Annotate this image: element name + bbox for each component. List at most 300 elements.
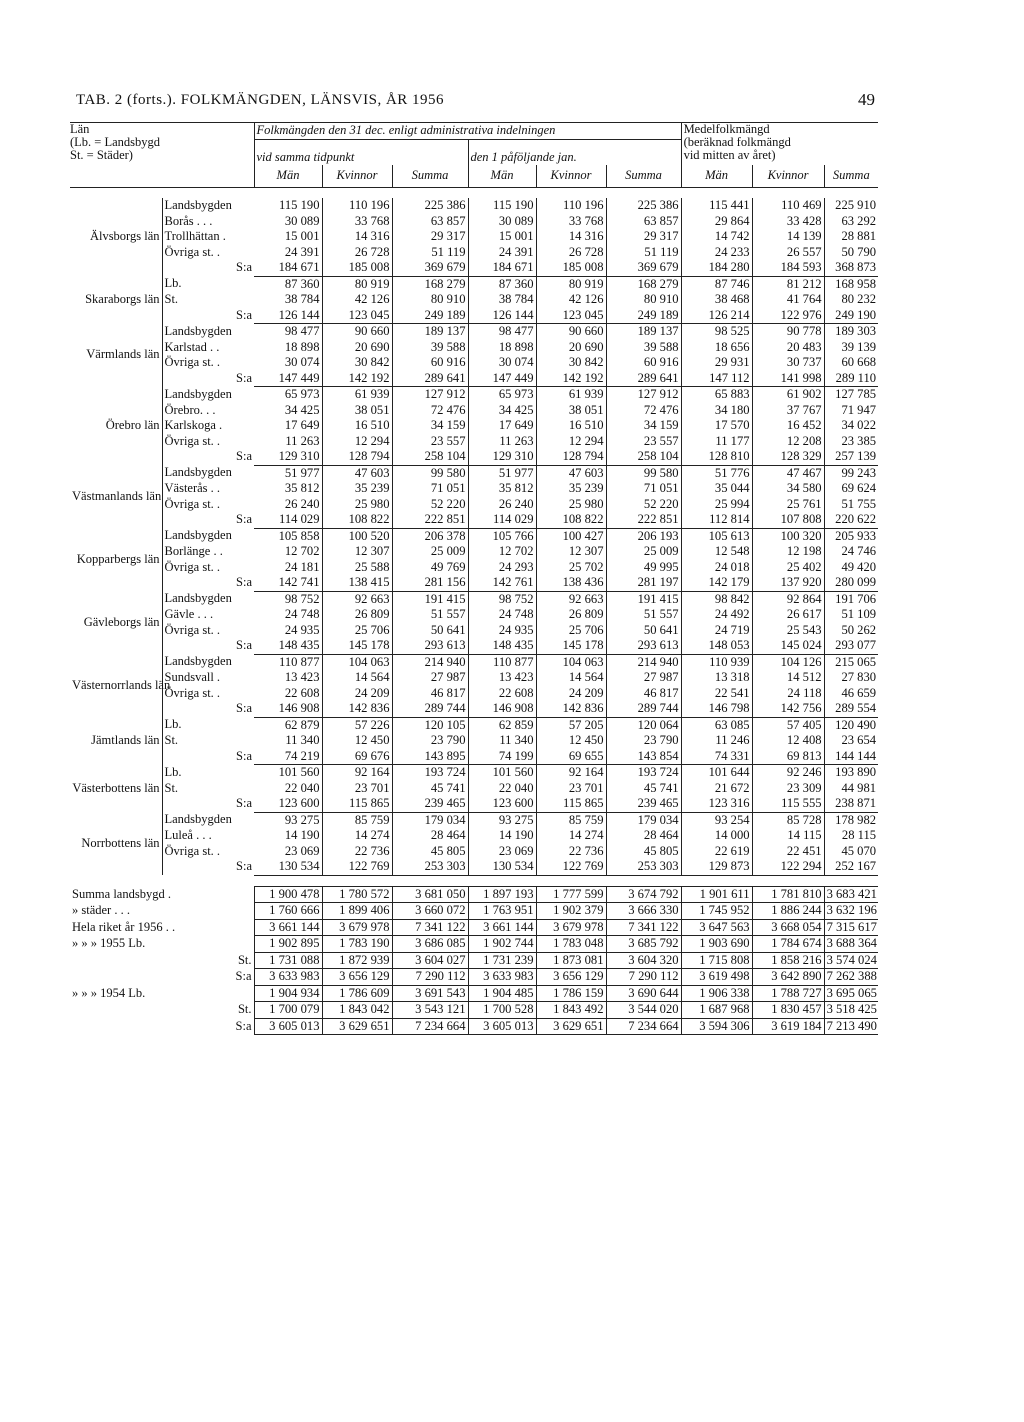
cell-value: 27 987 <box>606 670 681 686</box>
cell-value: 51 755 <box>841 496 877 511</box>
row-label: S:a <box>162 749 254 765</box>
cell-value: 128 329 <box>752 449 824 465</box>
cell-value: 23 557 <box>606 434 681 450</box>
cell-value: 26 728 <box>322 245 392 261</box>
cell-value: 92 864 <box>752 591 824 607</box>
cell-value: 34 180 <box>681 403 752 419</box>
row-label: Västerås . . <box>162 481 254 497</box>
cell-value: 138 415 <box>322 575 392 591</box>
cell-value: 24 748 <box>468 607 536 623</box>
cell-value: 21 672 <box>681 781 752 797</box>
table-row <box>70 292 878 308</box>
cell-value: 105 613 <box>681 528 752 544</box>
cell-value: 81 212 <box>752 276 824 292</box>
summary-label: » städer . . . <box>72 903 130 917</box>
cell-value: 129 310 <box>468 449 536 465</box>
summary-value: 3 681 050 <box>392 886 468 903</box>
cell-value: 24 181 <box>254 560 322 576</box>
cell-value: 24 719 <box>681 623 752 639</box>
summary-value: 7 290 112 <box>606 969 681 986</box>
cell-value: 12 307 <box>322 544 392 560</box>
cell-value: 289 641 <box>392 371 468 387</box>
cell-value: 281 156 <box>392 575 468 591</box>
cell-value: 123 045 <box>536 308 606 324</box>
cell-value: 60 916 <box>392 355 468 371</box>
cell-value: 29 931 <box>681 355 752 371</box>
row-label: S:a <box>162 701 254 717</box>
cell-value: 61 939 <box>322 387 392 403</box>
cell-value: 24 935 <box>468 623 536 639</box>
cell-value: 62 859 <box>468 717 536 733</box>
cell-value: 98 477 <box>254 324 322 340</box>
cell-value: 24 746 <box>841 544 877 558</box>
cell-value: 85 759 <box>322 812 392 828</box>
summary-value: 1 745 952 <box>681 903 752 920</box>
row-label: Övriga st. . <box>162 560 254 576</box>
summary-row <box>70 919 878 936</box>
cell-value: 289 744 <box>392 701 468 717</box>
cell-value: 14 742 <box>681 229 752 245</box>
cell-value: 45 805 <box>392 844 468 860</box>
cell-value: 289 641 <box>606 371 681 387</box>
cell-value: 225 386 <box>392 198 468 214</box>
row-label: S:a <box>162 638 254 654</box>
region-name: Kopparbergs län <box>76 551 160 566</box>
cell-value: 108 822 <box>322 512 392 528</box>
summary-row <box>70 1002 878 1019</box>
cell-value: 60 668 <box>841 355 877 369</box>
summary-value: 3 518 425 <box>824 1002 878 1019</box>
cell-value: 92 164 <box>536 765 606 781</box>
row-label: Borås . . . <box>162 214 254 230</box>
cell-value: 26 809 <box>322 607 392 623</box>
cell-value: 47 603 <box>536 465 606 481</box>
table-row <box>70 623 878 639</box>
cell-value: 128 794 <box>322 449 392 465</box>
summary-label: Hela riket år 1956 . . <box>72 919 176 934</box>
row-label: S:a <box>162 371 254 387</box>
cell-value: 30 074 <box>254 355 322 371</box>
summary-label: » » » 1955 Lb. <box>72 936 146 950</box>
cell-value: 49 769 <box>392 560 468 576</box>
cell-value: 130 534 <box>254 859 322 875</box>
cell-value: 25 980 <box>322 497 392 513</box>
cell-value: 23 654 <box>841 733 877 747</box>
summary-value: 1 687 968 <box>681 1002 752 1019</box>
cell-value: 18 898 <box>468 340 536 356</box>
summary-value: 1 873 081 <box>536 952 606 969</box>
summary-value: 1 899 406 <box>322 903 392 920</box>
region-name: Västerbottens län <box>72 780 160 795</box>
cell-value: 23 701 <box>322 781 392 797</box>
summary-row <box>70 903 878 920</box>
group1-header: Folkmängden den 31 dec. enligt administrativa indelningen <box>254 123 681 140</box>
summary-label: St. <box>237 952 252 967</box>
row-label: Trollhättan . <box>162 229 254 245</box>
summary-value: 3 647 563 <box>681 919 752 936</box>
cell-value: 142 192 <box>322 371 392 387</box>
summary-label: S:a <box>235 969 252 983</box>
region-header-spacer <box>70 165 254 188</box>
cell-value: 99 243 <box>841 465 877 480</box>
cell-value: 25 009 <box>392 544 468 560</box>
summary-value: 1 901 611 <box>681 886 752 903</box>
row-label: Övriga st. . <box>162 623 254 639</box>
table-row <box>70 387 878 403</box>
table-row <box>70 371 878 387</box>
cell-value: 137 920 <box>752 575 824 591</box>
cell-value: 80 232 <box>841 292 877 306</box>
cell-value: 289 110 <box>824 371 878 387</box>
cell-value: 249 189 <box>392 308 468 324</box>
cell-value: 168 279 <box>392 276 468 292</box>
region-header-line: Län <box>70 122 90 136</box>
cell-value: 92 246 <box>752 765 824 781</box>
cell-value: 115 190 <box>468 198 536 214</box>
summary-value: 7 290 112 <box>392 969 468 986</box>
row-label: Lb. <box>162 765 254 781</box>
cell-value: 12 450 <box>536 733 606 749</box>
table-row <box>70 796 878 812</box>
cell-value: 80 919 <box>322 276 392 292</box>
table-row <box>70 528 878 544</box>
cell-value: 101 644 <box>681 765 752 781</box>
row-label: Övriga st. . <box>162 497 254 513</box>
cell-value: 38 051 <box>322 403 392 419</box>
row-label: Landsbygden <box>162 324 254 340</box>
table-row <box>70 198 878 214</box>
cell-value: 14 316 <box>322 229 392 245</box>
region-header-line: St. = Städer) <box>70 148 133 162</box>
cell-value: 72 476 <box>606 403 681 419</box>
row-label: Övriga st. . <box>162 355 254 371</box>
cell-value: 30 089 <box>254 214 322 230</box>
summary-row <box>70 886 878 903</box>
summary-value: 1 904 485 <box>468 985 536 1002</box>
summary-value: 1 700 079 <box>254 1002 322 1019</box>
summary-value: 1 788 727 <box>752 985 824 1002</box>
cell-value: 39 588 <box>606 340 681 356</box>
cell-value: 142 761 <box>468 575 536 591</box>
spacer-row <box>70 875 878 886</box>
cell-value: 14 564 <box>322 670 392 686</box>
summary-value: 1 903 690 <box>681 936 752 953</box>
cell-value: 148 435 <box>468 638 536 654</box>
row-label: Lb. <box>162 276 254 292</box>
cell-value: 130 534 <box>468 859 536 875</box>
cell-value: 238 871 <box>824 796 878 812</box>
summary-value: 3 633 983 <box>254 969 322 986</box>
cell-value: 85 759 <box>536 812 606 828</box>
cell-value: 99 580 <box>392 465 468 481</box>
cell-value: 193 890 <box>835 765 877 779</box>
row-label: Övriga st. . <box>162 686 254 702</box>
cell-value: 147 449 <box>468 371 536 387</box>
cell-value: 127 912 <box>392 387 468 403</box>
col-header: Summa <box>824 165 878 188</box>
row-label: Karlstad . . <box>162 340 254 356</box>
summary-label: Summa landsbygd . <box>72 886 171 901</box>
cell-value: 280 099 <box>824 575 878 591</box>
cell-value: 98 842 <box>681 591 752 607</box>
cell-value: 24 209 <box>322 686 392 702</box>
summary-value: 1 872 939 <box>322 952 392 969</box>
cell-value: 12 408 <box>752 733 824 749</box>
cell-value: 129 873 <box>681 859 752 875</box>
col-header: Kvinnor <box>752 165 824 188</box>
table-row <box>70 686 878 702</box>
cell-value: 184 671 <box>468 260 536 276</box>
spacer-row <box>70 188 878 199</box>
cell-value: 107 808 <box>752 512 824 528</box>
cell-value: 30 074 <box>468 355 536 371</box>
page-title: TAB. 2 (forts.). FOLKMÄNGDEN, LÄNSVIS, ÅR 1956 <box>76 92 445 108</box>
row-label: St. <box>162 733 254 749</box>
cell-value: 17 649 <box>468 418 536 434</box>
table-row <box>70 449 878 465</box>
cell-value: 141 998 <box>752 371 824 387</box>
table-row <box>70 560 878 576</box>
cell-value: 35 812 <box>468 481 536 497</box>
cell-value: 12 294 <box>322 434 392 450</box>
cell-value: 146 908 <box>468 701 536 717</box>
cell-value: 120 105 <box>392 717 468 733</box>
cell-value: 114 029 <box>468 512 536 528</box>
summary-row <box>70 936 878 953</box>
table-row <box>70 418 878 434</box>
cell-value: 258 104 <box>606 449 681 465</box>
table-row <box>70 512 878 528</box>
cell-value: 184 280 <box>681 260 752 276</box>
cell-value: 25 706 <box>536 623 606 639</box>
cell-value: 25 761 <box>752 497 824 513</box>
summary-value: 1 731 239 <box>468 952 536 969</box>
cell-value: 24 391 <box>468 245 536 261</box>
summary-value: 1 886 244 <box>752 903 824 920</box>
table-row <box>70 465 878 481</box>
cell-value: 22 736 <box>322 844 392 860</box>
cell-value: 35 044 <box>681 481 752 497</box>
cell-value: 122 769 <box>536 859 606 875</box>
cell-value: 100 427 <box>536 528 606 544</box>
table-row <box>70 670 878 686</box>
cell-value: 249 189 <box>606 308 681 324</box>
cell-value: 45 070 <box>841 843 877 858</box>
cell-value: 25 706 <box>322 623 392 639</box>
cell-value: 29 317 <box>392 229 468 245</box>
row-label: Lb. <box>162 717 254 733</box>
table-row <box>70 340 878 356</box>
cell-value: 115 865 <box>536 796 606 812</box>
cell-value: 17 570 <box>681 418 752 434</box>
table-row <box>70 828 878 844</box>
cell-value: 369 679 <box>606 260 681 276</box>
table-row <box>70 607 878 623</box>
table-row <box>70 229 878 245</box>
cell-value: 17 649 <box>254 418 322 434</box>
cell-value: 23 790 <box>606 733 681 749</box>
cell-value: 23 069 <box>254 844 322 860</box>
cell-value: 100 520 <box>322 528 392 544</box>
summary-value: 3 632 196 <box>824 903 878 920</box>
table-row <box>70 355 878 371</box>
cell-value: 239 465 <box>392 796 468 812</box>
cell-value: 30 089 <box>468 214 536 230</box>
cell-value: 51 557 <box>392 607 468 623</box>
summary-value: 1 784 674 <box>752 936 824 953</box>
cell-value: 179 034 <box>392 812 468 828</box>
summary-value: 1 902 895 <box>254 936 322 953</box>
cell-value: 12 307 <box>536 544 606 560</box>
cell-value: 369 679 <box>392 260 468 276</box>
row-label: S:a <box>162 308 254 324</box>
cell-value: 26 557 <box>752 245 824 261</box>
group2-header <box>681 123 878 166</box>
cell-value: 28 464 <box>606 828 681 844</box>
cell-value: 42 126 <box>322 292 392 308</box>
summary-value: 7 234 664 <box>606 1018 681 1035</box>
cell-value: 20 690 <box>536 340 606 356</box>
row-label: S:a <box>162 512 254 528</box>
summary-value: 1 783 190 <box>322 936 392 953</box>
col-header: Män <box>254 165 322 188</box>
cell-value: 142 756 <box>752 701 824 717</box>
cell-value: 50 790 <box>841 244 877 259</box>
cell-value: 22 541 <box>681 686 752 702</box>
cell-value: 93 254 <box>681 812 752 828</box>
cell-value: 46 817 <box>392 686 468 702</box>
cell-value: 87 746 <box>681 276 752 292</box>
cell-value: 281 197 <box>606 575 681 591</box>
group1-sub-b-header: den 1 påföljande jan. <box>468 139 681 165</box>
cell-value: 184 671 <box>254 260 322 276</box>
region-name: Gävleborgs län <box>83 614 160 629</box>
summary-value: 1 906 338 <box>681 985 752 1002</box>
summary-value: 1 783 048 <box>536 936 606 953</box>
group2-header-line: Medelfolkmängd <box>683 122 770 136</box>
cell-value: 49 995 <box>606 560 681 576</box>
summary-value: 3 691 543 <box>392 985 468 1002</box>
cell-value: 101 560 <box>254 765 322 781</box>
cell-value: 105 858 <box>254 528 322 544</box>
row-label: Landsbygden <box>162 812 254 828</box>
cell-value: 148 053 <box>681 638 752 654</box>
cell-value: 146 908 <box>254 701 322 717</box>
cell-value: 34 022 <box>841 418 877 432</box>
summary-value: 1 760 666 <box>254 903 322 920</box>
summary-value: 3 619 184 <box>752 1018 824 1035</box>
table-row <box>70 324 878 340</box>
cell-value: 74 219 <box>254 749 322 765</box>
cell-value: 26 809 <box>536 607 606 623</box>
summary-value: 1 830 457 <box>752 1002 824 1019</box>
cell-value: 37 767 <box>752 403 824 419</box>
cell-value: 147 112 <box>681 371 752 387</box>
cell-value: 128 810 <box>681 449 752 465</box>
cell-value: 253 303 <box>606 859 681 875</box>
cell-value: 142 192 <box>536 371 606 387</box>
cell-value: 127 912 <box>606 387 681 403</box>
cell-value: 51 977 <box>468 465 536 481</box>
row-label: S:a <box>162 449 254 465</box>
cell-value: 189 303 <box>835 324 877 338</box>
cell-value: 191 415 <box>392 591 468 607</box>
summary-value: 7 315 617 <box>824 919 878 936</box>
table-row <box>70 245 878 261</box>
table-row <box>70 701 878 717</box>
summary-row <box>70 985 878 1002</box>
cell-value: 23 557 <box>392 434 468 450</box>
cell-value: 104 063 <box>322 654 392 670</box>
cell-value: 49 420 <box>841 559 877 574</box>
cell-value: 51 977 <box>254 465 322 481</box>
cell-value: 51 119 <box>392 245 468 261</box>
table-row <box>70 781 878 797</box>
cell-value: 98 477 <box>468 324 536 340</box>
col-header: Summa <box>392 165 468 188</box>
summary-value: 3 656 129 <box>322 969 392 986</box>
cell-value: 50 641 <box>392 623 468 639</box>
cell-value: 30 842 <box>536 355 606 371</box>
summary-value: 7 262 388 <box>824 969 878 986</box>
summary-value: 3 661 144 <box>468 919 536 936</box>
col-header: Män <box>681 165 752 188</box>
summary-value: 1 902 379 <box>536 903 606 920</box>
cell-value: 215 065 <box>835 654 877 669</box>
cell-value: 50 641 <box>606 623 681 639</box>
summary-label: S:a <box>235 1018 252 1033</box>
table-row <box>70 481 878 497</box>
col-header: Summa <box>606 165 681 188</box>
row-label: S:a <box>162 859 254 875</box>
cell-value: 87 360 <box>468 276 536 292</box>
cell-value: 45 741 <box>392 781 468 797</box>
summary-value: 3 668 054 <box>752 919 824 936</box>
cell-value: 13 423 <box>254 670 322 686</box>
cell-value: 104 063 <box>536 654 606 670</box>
cell-value: 93 275 <box>468 812 536 828</box>
cell-value: 193 724 <box>606 765 681 781</box>
cell-value: 110 939 <box>681 654 752 670</box>
cell-value: 257 139 <box>824 449 878 465</box>
cell-value: 35 239 <box>322 481 392 497</box>
cell-value: 14 512 <box>752 670 824 686</box>
cell-value: 98 525 <box>681 324 752 340</box>
summary-value: 3 686 085 <box>392 936 468 953</box>
cell-value: 258 104 <box>392 449 468 465</box>
summary-value: 3 604 320 <box>606 952 681 969</box>
cell-value: 143 854 <box>606 749 681 765</box>
cell-value: 35 812 <box>254 481 322 497</box>
cell-value: 100 320 <box>752 528 824 544</box>
cell-value: 108 822 <box>536 512 606 528</box>
cell-value: 239 465 <box>606 796 681 812</box>
cell-value: 147 449 <box>254 371 322 387</box>
summary-value: 1 777 599 <box>536 886 606 903</box>
cell-value: 71 051 <box>606 481 681 497</box>
row-label: Landsbygden <box>162 654 254 670</box>
table-row <box>70 591 878 607</box>
table-row <box>70 260 878 276</box>
cell-value: 14 274 <box>322 828 392 844</box>
cell-value: 115 190 <box>254 198 322 214</box>
summary-label: St. <box>237 1002 252 1016</box>
cell-value: 22 619 <box>681 844 752 860</box>
cell-value: 110 469 <box>752 198 824 214</box>
cell-value: 23 790 <box>392 733 468 749</box>
summary-value: 7 341 122 <box>606 919 681 936</box>
cell-value: 63 292 <box>841 213 877 228</box>
